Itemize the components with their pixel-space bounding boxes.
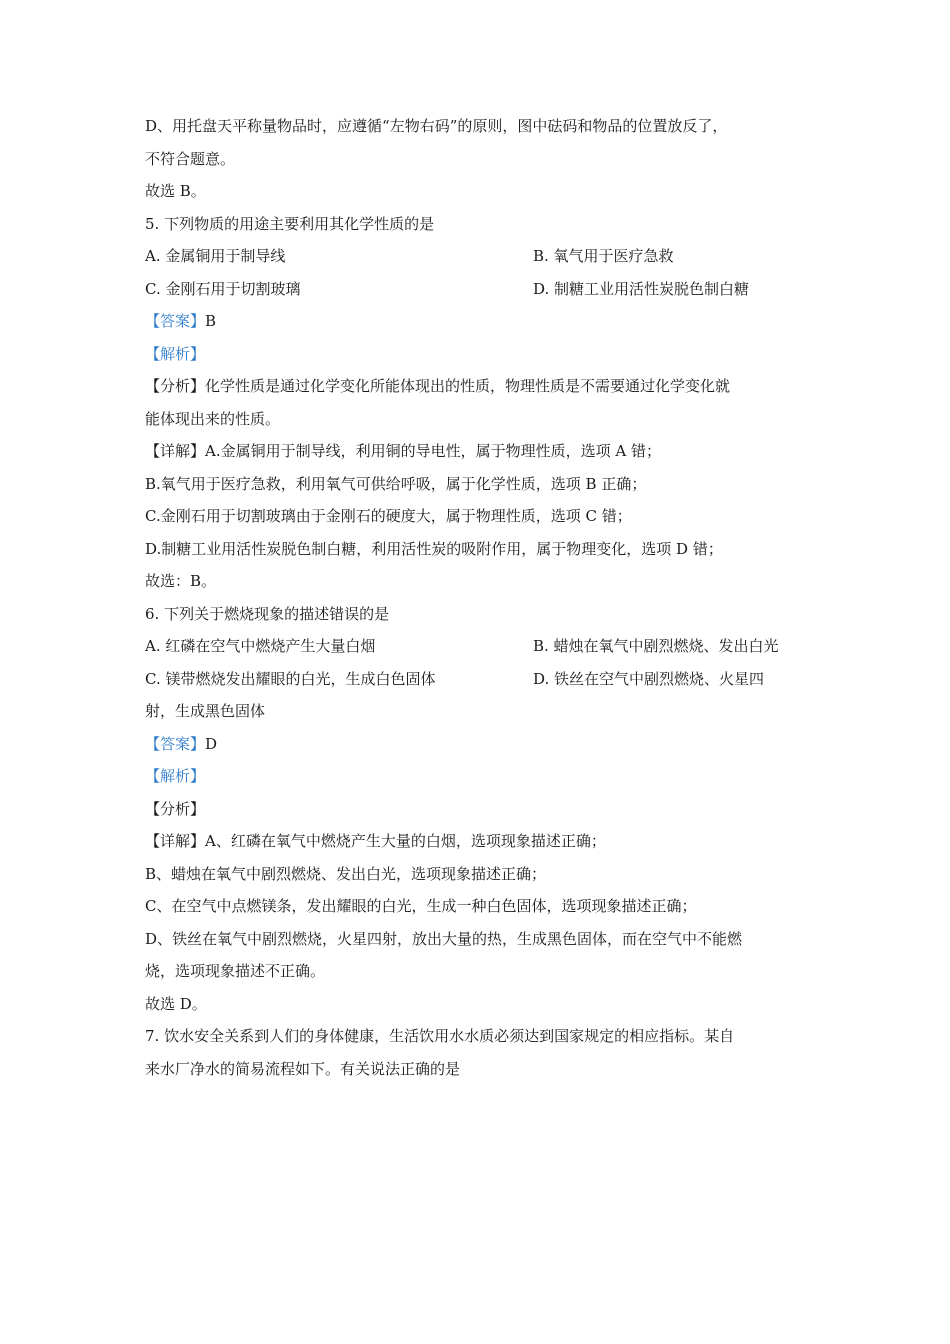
q5-detail-c: C.金刚石用于切割玻璃由于金刚石的硬度大，属于物理性质，选项 C 错； (145, 507, 632, 525)
q5-detail-b: B.氧气用于医疗急救，利用氧气可供给呼吸，属于化学性质，选项 B 正确； (145, 474, 647, 493)
q5-analysis-tag: 【解析】 (145, 344, 206, 363)
q6-options-row2 (145, 663, 810, 696)
q5-analysis-heading (145, 338, 810, 371)
q7-stem-line2: 来水厂净水的简易流程如下。有关说法正确的是 (145, 1059, 461, 1078)
q5-answer-value: B (205, 312, 217, 330)
q5-detail-a (145, 435, 810, 468)
q4-analysis-d-line2: 不符合题意。 (145, 149, 236, 168)
q6-detail-a-text: A、红磷在氧气中燃烧产生大量的白烟，选项现象描述正确； (205, 832, 606, 850)
q6-fenxi-heading (145, 793, 810, 826)
q5-choose: 故选：B。 (145, 572, 217, 590)
q4-analysis-d-line1: D、用托盘天平称量物品时，应遵循“左物右码”的原则，图中砝码和物品的位置放反了， (145, 117, 728, 135)
q6-detail-tag: 【详解】 (145, 832, 206, 850)
q6-detail-c: C、在空气中点燃镁条，发出耀眼的白光，生成一种白色固体，选项现象描述正确； (145, 897, 697, 915)
q5-fenxi-line2: 能体现出来的性质。 (145, 409, 281, 428)
q6-analysis-tag: 【解析】 (145, 767, 206, 785)
q6-answer (145, 728, 810, 761)
q6-option-d-cont: 射，生成黑色固体 (145, 702, 266, 720)
q5-fenxi-line1 (145, 370, 810, 403)
q5-option-b: B. 氧气用于医疗急救 (533, 247, 674, 265)
q6-fenxi-tag: 【分析】 (145, 799, 206, 818)
q6-detail-a (145, 825, 810, 858)
q6-choose: 故选 D。 (145, 994, 207, 1013)
q6-option-a: A. 红磷在空气中燃烧产生大量白烟 (145, 637, 376, 655)
q6-detail-d2: 烧，选项现象描述不正确。 (145, 962, 326, 980)
q4-choose: 故选 B。 (145, 182, 206, 200)
q6-option-d: D. 铁丝在空气中剧烈燃烧、火星四 (533, 669, 765, 688)
q5-option-d: D. 制糖工业用活性炭脱色制白糖 (533, 279, 750, 298)
q5-fenxi-tag: 【分析】 (145, 377, 206, 395)
q6-option-b: B. 蜡烛在氧气中剧烈燃烧、发出白光 (533, 637, 779, 655)
q5-answer (145, 305, 810, 338)
q5-detail-a-text: A.金属铜用于制导线，利用铜的导电性，属于物理性质，选项 A 错； (205, 442, 661, 460)
q6-options-row1 (145, 630, 810, 663)
q6-analysis-heading (145, 760, 810, 793)
q5-fenxi-text1: 化学性质是通过化学变化所能体现出的性质，物理性质是不需要通过化学变化就 (205, 377, 731, 395)
q5-option-a: A. 金属铜用于制导线 (145, 247, 286, 265)
q6-answer-tag: 【答案】 (145, 734, 206, 753)
q5-stem: 5. 下列物质的用途主要利用其化学性质的是 (145, 214, 435, 233)
q6-option-c: C. 镁带燃烧发出耀眼的白光，生成白色固体 (145, 669, 436, 688)
q6-detail-b: B、蜡烛在氧气中剧烈燃烧、发出白光，选项现象描述正确； (145, 864, 547, 883)
q6-answer-value: D (205, 734, 218, 753)
q7-stem-line1: 7. 饮水安全关系到人们的身体健康，生活饮用水水质必须达到国家规定的相应指标。某自 (145, 1027, 735, 1045)
q5-detail-tag: 【详解】 (145, 442, 206, 460)
document-page (145, 110, 810, 1085)
q5-options-row1 (145, 240, 810, 273)
q6-stem: 6. 下列关于燃烧现象的描述错误的是 (145, 604, 390, 623)
q5-detail-d: D.制糖工业用活性炭脱色制白糖，利用活性炭的吸附作用，属于物理变化，选项 D 错； (145, 539, 723, 558)
q5-option-c: C. 金刚石用于切割玻璃 (145, 279, 301, 298)
q6-detail-d1: D、铁丝在氧气中剧烈燃烧，火星四射，放出大量的热，生成黑色固体，而在空气中不能燃 (145, 929, 743, 948)
q5-answer-tag: 【答案】 (145, 312, 206, 330)
q5-options-row2 (145, 273, 810, 306)
